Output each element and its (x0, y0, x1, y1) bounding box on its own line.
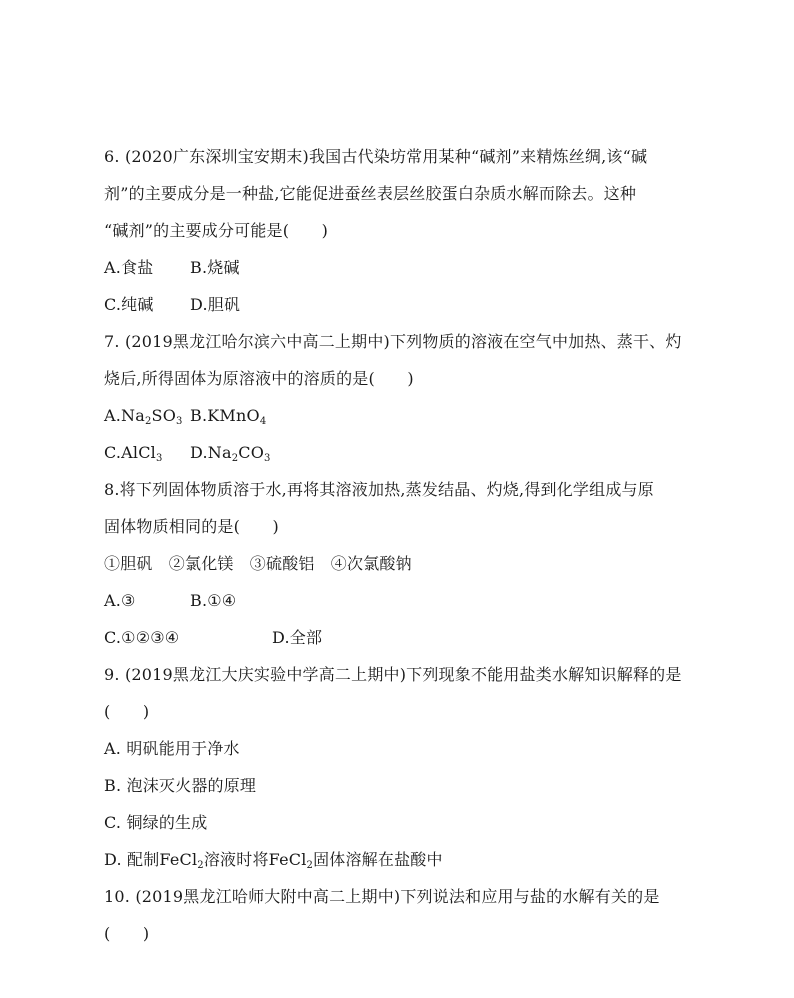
question-6-option-b: B.烧碱 (190, 258, 240, 277)
question-8-options-row-2 (104, 628, 322, 648)
question-9-option-d: D. 配制FeCl$_2$溶液时将FeCl$_2$固体溶解在盐酸中 (104, 850, 443, 871)
question-7-line-1: 7. (2019黑龙江哈尔滨六中高二上期中)下列物质的溶液在空气中加热、蒸干、灼 (104, 332, 682, 351)
question-8-option-d: D.全部 (272, 628, 323, 647)
question-9-option-b: B. 泡沫灭火器的原理 (104, 776, 257, 795)
question-6-option-c: C.纯碱 (104, 295, 154, 314)
question-8-option-b: B.①④ (190, 591, 237, 610)
question-6-line-2: 剂”的主要成分是一种盐,它能促进蚕丝表层丝胶蛋白杂质水解而除去。这种 (104, 184, 637, 203)
question-6-options-row-1 (104, 258, 240, 278)
question-9-option-a: A. 明矾能用于净水 (104, 739, 240, 758)
question-7-line-2: 烧后,所得固体为原溶液中的溶质的是( ) (104, 369, 414, 388)
question-8-line-1: 8.将下列固体物质溶于水,再将其溶液加热,蒸发结晶、灼烧,得到化学组成与原 (104, 480, 654, 499)
question-6-line-1: 6. (2020广东深圳宝安期末)我国古代染坊常用某种“碱剂”来精炼丝绸,该“碱 (104, 147, 648, 166)
question-6-options-row-2 (104, 295, 240, 315)
question-7-option-b: B.KMnO$_4$ (190, 406, 267, 427)
question-8-line-2: 固体物质相同的是( ) (104, 517, 279, 536)
question-8-line-3: ①胆矾 ②氯化镁 ③硫酸铝 ④次氯酸钠 (104, 554, 412, 573)
question-10-line-1: 10. (2019黑龙江哈师大附中高二上期中)下列说法和应用与盐的水解有关的是 (104, 887, 660, 906)
question-6-option-d: D.胆矾 (190, 295, 241, 314)
question-10-line-2: ( ) (104, 924, 150, 943)
question-8-option-c: C.①②③④ (104, 628, 180, 647)
question-7-options-row-2 (104, 443, 271, 463)
question-7-option-d: $D.Na_2CO_3$ (190, 443, 271, 464)
question-6-line-3: “碱剂”的主要成分可能是( ) (104, 221, 329, 240)
question-8-option-a: A.③ (104, 591, 136, 610)
question-8-options-row-1 (104, 591, 236, 611)
question-7-option-c: C.AlCl$_3$ (104, 443, 163, 464)
question-9-line-2: ( ) (104, 702, 150, 721)
question-9-option-c: C. 铜绿的生成 (104, 813, 208, 832)
question-7-options-row-1 (104, 406, 266, 426)
question-7-option-a: $A.Na_2SO_3$ (104, 406, 183, 427)
question-6-option-a: A.食盐 (104, 258, 154, 277)
question-9-line-1: 9. (2019黑龙江大庆实验中学高二上期中)下列现象不能用盐类水解知识解释的是 (104, 665, 682, 684)
